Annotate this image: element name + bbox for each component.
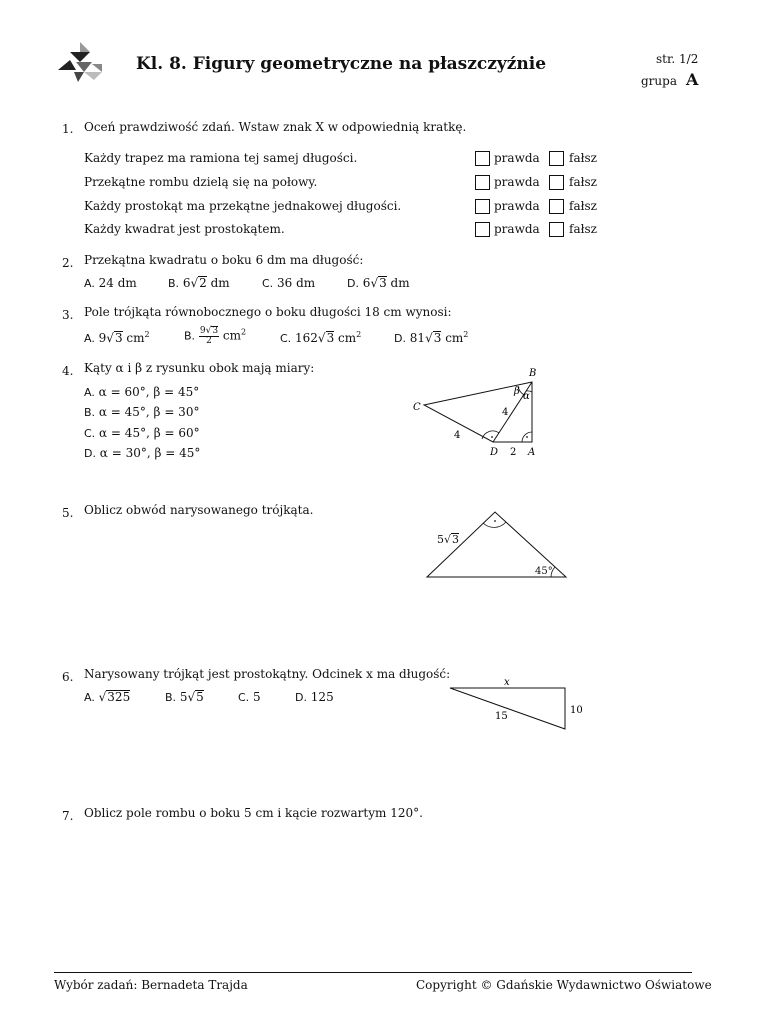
q4-label-beta: β bbox=[514, 386, 520, 397]
question-6-text: Narysowany trójkąt jest prostokątny. Odcinek x ma długość: bbox=[84, 667, 451, 681]
q3-option-a[interactable]: A. 9√3 $cm^2$ bbox=[84, 330, 150, 345]
checkbox-true-1[interactable] bbox=[475, 151, 490, 166]
page-title: Kl. 8. Figury geometryczne na płaszczyźnie bbox=[136, 54, 547, 74]
true-label-3: prawda bbox=[494, 199, 540, 213]
q4-option-b[interactable]: B. α = 45°, β = 30° bbox=[84, 405, 200, 419]
question-3-number: 3. bbox=[62, 308, 74, 322]
question-7-number: 7. bbox=[62, 809, 74, 823]
q2-option-b[interactable]: B. 6√2 dm bbox=[168, 276, 230, 290]
question-1-number: 1. bbox=[62, 122, 74, 136]
q6-option-c[interactable]: C. 5 bbox=[238, 690, 261, 704]
checkbox-false-1[interactable] bbox=[549, 151, 564, 166]
checkbox-true-3[interactable] bbox=[475, 199, 490, 214]
true-label-4: prawda bbox=[494, 222, 540, 236]
false-label-1: fałsz bbox=[569, 151, 597, 165]
question-5-number: 5. bbox=[62, 506, 74, 520]
q6-option-b[interactable]: B. 5√5 bbox=[165, 690, 204, 704]
checkbox-true-4[interactable] bbox=[475, 222, 490, 237]
q4-figure bbox=[410, 365, 560, 460]
footer-copyright: Copyright © Gdańskie Wydawnictwo Oświatowe bbox=[416, 978, 712, 992]
q4-label-a: A bbox=[528, 447, 536, 458]
q4-label-c: C bbox=[413, 402, 421, 413]
q4-label-alpha: α bbox=[523, 391, 530, 402]
q6-option-a[interactable]: A. √325 bbox=[84, 690, 131, 704]
q3-option-c[interactable]: C. 162√3 $cm^2$ bbox=[280, 330, 362, 345]
q6-label-15: 15 bbox=[495, 711, 508, 722]
checkbox-false-2[interactable] bbox=[549, 175, 564, 190]
statement-4: Każdy kwadrat jest prostokątem. bbox=[84, 222, 285, 236]
publisher-logo bbox=[54, 40, 106, 84]
q4-label-2: 2 bbox=[510, 447, 517, 458]
statement-2: Przekątne rombu dzielą się na połowy. bbox=[84, 175, 318, 189]
q4-option-a[interactable]: A. α = 60°, β = 45° bbox=[84, 385, 200, 399]
false-label-4: fałsz bbox=[569, 222, 597, 236]
q4-option-c[interactable]: C. α = 45°, β = 60° bbox=[84, 426, 200, 440]
question-1-text: Oceń prawdziwość zdań. Wstaw znak X w odpowiednią kratkę. bbox=[84, 120, 467, 134]
q3-option-d[interactable]: D. 81√3 $cm^2$ bbox=[394, 330, 469, 345]
question-4-number: 4. bbox=[62, 364, 74, 378]
q6-option-d[interactable]: D. 125 bbox=[295, 690, 334, 704]
q5-side-label: 5√3 bbox=[437, 533, 460, 546]
q2-option-d[interactable]: D. 6√3 dm bbox=[347, 276, 410, 290]
page-number: str. 1/2 bbox=[656, 52, 699, 66]
checkbox-false-4[interactable] bbox=[549, 222, 564, 237]
false-label-3: fałsz bbox=[569, 199, 597, 213]
question-3-text: Pole trójkąta równobocznego o boku długości 18 cm wynosi: bbox=[84, 305, 452, 319]
group-letter: A bbox=[686, 70, 699, 89]
footer-author: Wybór zadań: Bernadeta Trajda bbox=[54, 978, 248, 992]
true-label-2: prawda bbox=[494, 175, 540, 189]
q6-label-10: 10 bbox=[570, 705, 583, 716]
checkbox-true-2[interactable] bbox=[475, 175, 490, 190]
q6-label-x: x bbox=[504, 677, 510, 688]
q3-option-b[interactable]: B. $\frac{9√3}{2}$ $cm^2$ bbox=[184, 326, 247, 347]
footer-rule bbox=[54, 972, 692, 973]
group-label: grupa bbox=[641, 74, 677, 88]
q4-label-4-cd: 4 bbox=[454, 430, 461, 441]
q3-b-fraction: $\frac{9√3}{2}$ bbox=[199, 326, 219, 347]
q4-label-b: B bbox=[529, 368, 537, 379]
false-label-2: fałsz bbox=[569, 175, 597, 189]
question-6-number: 6. bbox=[62, 670, 74, 684]
q4-option-d[interactable]: D. α = 30°, β = 45° bbox=[84, 446, 201, 460]
question-7-text: Oblicz pole rombu o boku 5 cm i kącie rozwartym 120°. bbox=[84, 806, 423, 820]
question-2-number: 2. bbox=[62, 256, 74, 270]
question-5-text: Oblicz obwód narysowanego trójkąta. bbox=[84, 503, 314, 517]
q2-option-a[interactable]: A. 24 dm bbox=[84, 276, 137, 290]
statement-1: Każdy trapez ma ramiona tej samej długości. bbox=[84, 151, 358, 165]
q5-angle-label: 45° bbox=[535, 566, 553, 577]
q4-label-4-bd: 4 bbox=[502, 407, 509, 418]
statement-3: Każdy prostokąt ma przekątne jednakowej długości. bbox=[84, 199, 402, 213]
true-label-1: prawda bbox=[494, 151, 540, 165]
q2-option-c[interactable]: C. 36 dm bbox=[262, 276, 316, 290]
q4-label-d: D bbox=[490, 447, 499, 458]
question-2-text: Przekątna kwadratu o boku 6 dm ma długość: bbox=[84, 253, 364, 267]
question-4-text: Kąty α i β z rysunku obok mają miary: bbox=[84, 361, 315, 375]
q6-figure bbox=[445, 672, 595, 732]
checkbox-false-3[interactable] bbox=[549, 199, 564, 214]
